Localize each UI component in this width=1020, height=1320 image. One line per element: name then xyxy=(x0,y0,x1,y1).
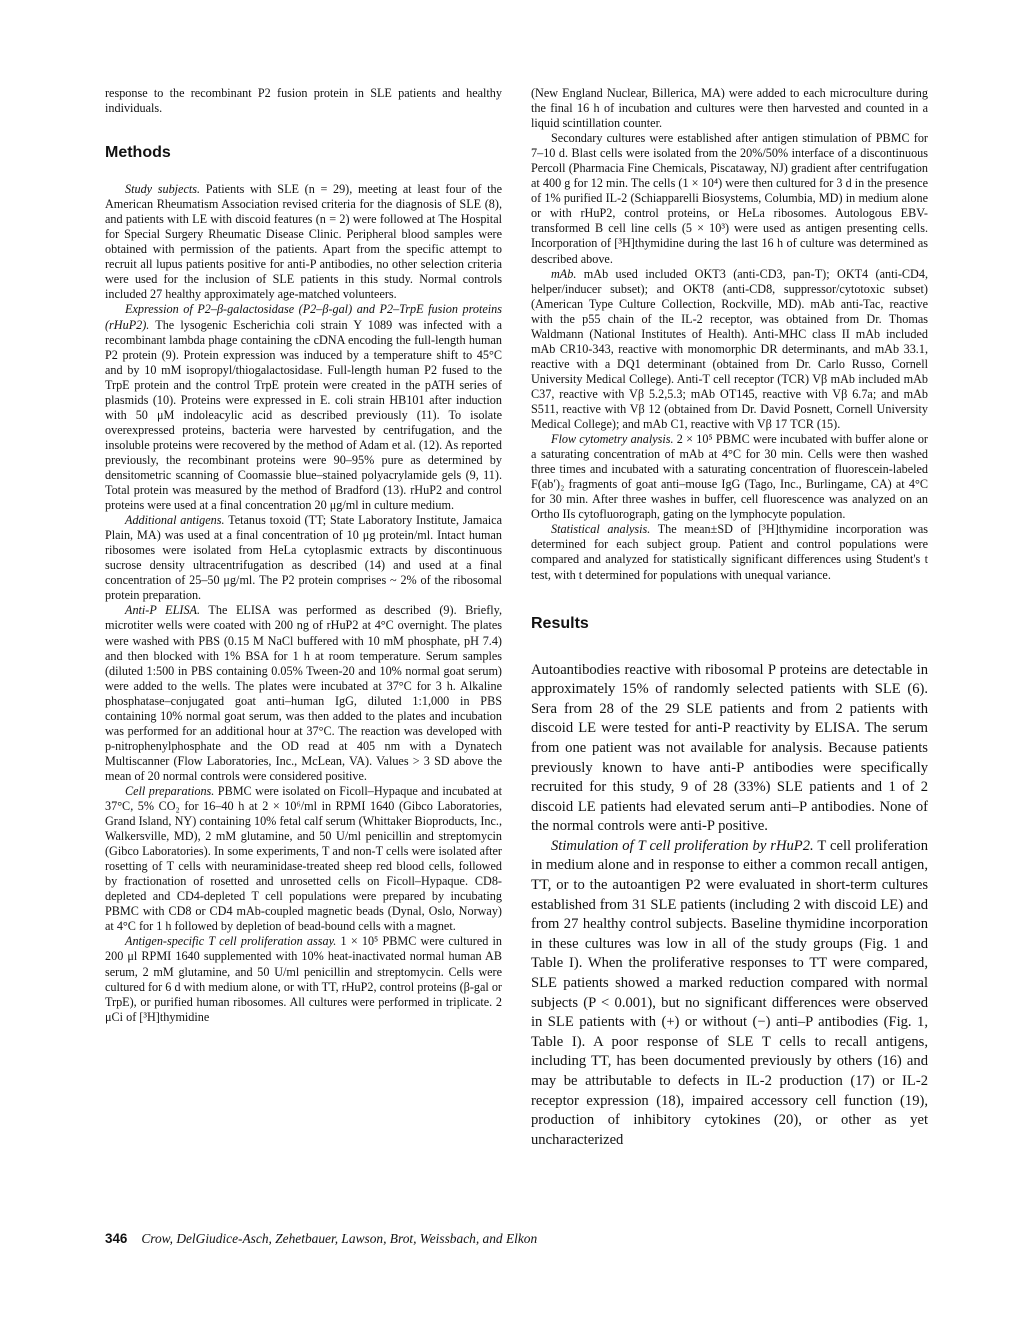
paragraph xyxy=(531,131,928,266)
paragraph-runin-heading: Expression of P2–β-galactosidase (P2–β-gal) and P2–TrpE fusion proteins (rHuP2). xyxy=(105,302,502,332)
paragraph xyxy=(531,661,928,837)
paragraph-text: Tetanus toxoid (TT; State Laboratory Institute, Jamaica Plain, MA) was used at a final concentration of 10 μg protein/ml. Intact human ribosomes were isolated from HeLa cytoplasmic extracts by discontinuous sucrose density ultracentrifugation as described (14) and used at a final concentration of 25–50 μg/ml. The P2 protein comprises ~ 2% of the ribosomal protein preparation. xyxy=(105,513,502,603)
paragraph xyxy=(105,784,502,934)
methods-heading: Methods xyxy=(105,144,171,162)
paragraph xyxy=(531,837,928,1151)
paragraph xyxy=(105,934,502,1024)
paragraph-runin-heading: Anti-P ELISA. xyxy=(125,603,201,618)
paragraph-text: The lysogenic Escherichia coli strain Y 1089 was infected with a recombinant lambda phage containing the cDNA encoding the full-length human P2 protein (9). Protein expression was induced by a temperature shift to 45°C and by 10 mM isopropyl/thiogalactosidase. Full-length human P2 fused to the TrpE protein and the control TrpE protein were created in the pATH series of plasmids (10). Proteins were expressed in E. coli strain HB101 after induction with 50 μM indoleacylic acid as described previously (11). To isolate overexpressed proteins, bacteria were harvested by centrifugation, and the insoluble proteins were recovered by the method of Adam et al. (12). As reported previously, the recombinant proteins were 90–95% pure as determined by densitometric scanning of Coomassie blue–stained polyacrylamide gels (9, 11). Total protein was measured by the method of Bradford (13). rHuP2 and control proteins were used at a final concentration 20 μg/ml in culture medium. xyxy=(105,317,502,513)
paragraph-text: 1 × 10⁵ PBMC were cultured in 200 μl RPMI 1640 supplemented with 10% heat-inactivated normal human AB serum, 2 mM glutamine, and 50 U/ml penicillin and streptomycin. Cells were cultured for 6 d with medium alone, or with TT, rHuP2, control proteins (β-gal or TrpE), or purified human ribosomes. All cultures were performed in triplicate. 2 μCi of [³H]thymidine xyxy=(105,934,502,1024)
paragraph-text: (New England Nuclear, Billerica, MA) were added to each microculture during the final 16 h of incubation and cultures were then harvested and counted in a liquid scintillation counter. xyxy=(531,86,928,131)
page-number: 346 xyxy=(105,1231,128,1246)
paragraph-runin-heading: Cell preparations. xyxy=(125,783,215,798)
paragraph xyxy=(105,302,502,513)
paragraph xyxy=(105,603,502,784)
paragraph-runin-heading: Stimulation of T cell proliferation by rHuP2. xyxy=(551,837,814,854)
methods-paragraphs-continued xyxy=(531,86,928,583)
intro-text: response to the recombinant P2 fusion protein in SLE patients and healthy individuals. xyxy=(105,86,502,116)
paragraph-text: PBMC were isolated on Ficoll–Hypaque and incubated at 37°C, 5% CO₂ for 16–40 h at 2 × 10⁶/ml in RPMI 1640 (Gibco Laboratories, Grand Island, NY) containing 10% fetal calf serum (Whittaker Bioproducts, Inc., Walkersville, MD), 2 mM glutamine, and 50 U/ml penicillin and streptomycin (Gibco Laboratories). In some experiments, T and non-T cells were isolated after rosetting of T cells with neuraminidase-treated sheep red blood cells, followed by fractionation of rosetted and unrosetted cells on Ficoll–Hypaque. CD8-depleted and CD4-depleted T cell populations were prepared by incubating PBMC with CD8 or CD4 mAb-coupled magnetic beads (Dynal, Oslo, Norway) at 4°C for 1 h followed by depletion of bead-bound cells with a magnet. xyxy=(105,783,502,934)
paragraph-text: The ELISA was performed as described (9). Briefly, microtiter wells were coated with 200 ng of rHuP2 at 4°C overnight. The plates were washed with PBS (0.15 M NaCl buffered with 10 mM phosphate, pH 7.4) and then blocked with 1% BSA for 1 h at room temperature. Serum samples (diluted 1:500 in PBS containing 0.05% Tween-20 and 10% normal goat serum) were added to the wells. The plates were incubated at 37°C for 3 h. Alkaline phosphatase–conjugated goat anti–human IgG, diluted 1:1,000 in PBS containing 10% normal goat serum, was then added to the plates and incubation was performed for an additional hour at 37°C. The reaction was developed with p-nitrophenylphosphate and the OD read at 405 nm with a Dynatech Multiscanner (Flow Laboratories, Inc., McLean, VA). Values > 3 SD above the mean of 20 normal controls were considered positive. xyxy=(105,603,502,783)
footer-authors: Crow, DelGiudice-Asch, Zehetbauer, Lawson, Brot, Weissbach, and Elkon xyxy=(141,1231,538,1246)
paragraph-text: Secondary cultures were established after antigen stimulation of PBMC for 7–10 d. Blast cells were isolated from the 20%/50% interface of a discontinuous Percoll (Pharmacia Fine Chemicals, Piscataway, NJ) gradient after centrifugation at 400 g for 12 min. The cells (1 × 10⁴) were then cultured for 3 d in the presence of 1% purified IL-2 (Schiapparelli Biosystems, Columbia, MD) in medium alone or with rHuP2, control proteins, or HeLa ribosomes. Autologous EBV-transformed B cell line cells (5 × 10³) were used as antigen presenting cells. Incorporation of [³H]thymidine during the last 16 h of culture was determined as described above. xyxy=(531,131,928,266)
paragraph-runin-heading: Additional antigens. xyxy=(125,513,225,528)
paragraph-text: mAb used included OKT3 (anti-CD3, pan-T); OKT4 (anti-CD4, helper/inducer subset); and OKT8 (anti-CD8, suppressor/cytotoxic subset) (American Type Culture Collection, Rockville, MD). mAb anti-Tac, reactive with the p55 chain of the IL-2 receptor, was obtained from Dr. Thomas Waldmann (National Institutes of Health). Anti-MHC class II mAb included mAb CR10-343, reactive with monomorphic DR determinants, and mAb 33.1, reactive with a DQ1 determinant (obtained from Dr. Carlo Russo, Cornell University Medical College). Anti-T cell receptor (TCR) Vβ mAb included mAb C37, reactive with Vβ 5.2,5.3; mAb OT145, reactive with Vβ 6.7a; and mAb S511, reactive with Vβ 12 (obtained from Dr. David Posnett, Cornell University Medical College); and mAb C1, reactive with Vβ 17 TCR (15). xyxy=(531,266,928,432)
right-column xyxy=(531,86,928,1150)
paragraph-runin-heading: Antigen-specific T cell proliferation assay. xyxy=(125,934,337,949)
paragraph-text: Autoantibodies reactive with ribosomal P proteins are detectable in approximately 15% of randomly selected patients with SLE (6). Sera from 28 of the 29 SLE patients and from 2 patients with discoid LE were tested for anti-P reactivity by ELISA. The serum from one patient was not available for analysis. Because patients previously known to have anti-P antibodies were specifically recruited for this study, 9 of 28 (33%) SLE patients and 1 of 2 discoid LE patients had elevated serum anti–P antibodies. None of the normal controls were anti-P positive. xyxy=(531,661,928,835)
left-column xyxy=(105,86,502,1025)
paragraph-runin-heading: Flow cytometry analysis. xyxy=(551,432,674,447)
results-paragraphs xyxy=(531,661,928,1151)
paragraph xyxy=(105,513,502,603)
paragraph-text: 2 × 10⁵ PBMC were incubated with buffer alone or a saturating concentration of mAb at 4°C for 30 min. Cells were then washed three times and incubated with a saturating concentration of fluorescein-labeled F(ab′)₂ fragments of goat anti–mouse IgG (Tago, Inc., Burlingame, CA) at 4°C for 30 min. After three washes in buffer, cell fluorescence was analyzed on an Ortho IIs cytofluorograph, gating on the lymphocyte population. xyxy=(531,432,928,522)
paragraph-runin-heading: mAb. xyxy=(551,266,577,281)
paragraph xyxy=(105,182,502,302)
paragraph xyxy=(531,267,928,433)
paragraph xyxy=(531,432,928,522)
paragraph-text: Patients with SLE (n = 29), meeting at least four of the American Rheumatism Association revised criteria for the diagnosis of SLE (8), and patients with LE with discoid features (n = 2) were followed at The Hospital for Special Surgery Rheumatic Disease Clinic. Peripheral blood samples were obtained with permission of the patients. Apart from the specific attempt to recruit all lupus patients positive for anti-P antibodies, no other selection criteria were used for the inclusion of SLE patients in this study. Normal controls included 27 healthy approximately age-matched volunteers. xyxy=(105,182,503,302)
paragraph xyxy=(531,86,928,131)
methods-paragraphs xyxy=(105,182,502,1025)
paragraph-text: The mean±SD of [³H]thymidine incorporation was determined for each subject group. Patient and control populations were compared and analyzed for statistically significant differences using Student's t test, with t determined for populations with unequal variance. xyxy=(531,522,928,582)
results-heading: Results xyxy=(531,614,589,632)
paragraph-runin-heading: Statistical analysis. xyxy=(551,522,651,537)
paragraph-runin-heading: Study subjects. xyxy=(125,182,201,197)
page-footer xyxy=(105,1231,537,1247)
paragraph-text: T cell proliferation in medium alone and in response to either a common recall antigen, TT, or to the autoantigen P2 were evaluated in short-term cultures established from 31 SLE patients (including 2 with discoid LE) and from 27 healthy control subjects. Baseline thymidine incorporation in these cultures was low in all of the study groups (Fig. 1 and Table I). When the proliferative responses to TT were compared, SLE patients showed a marked reduction compared with normal subjects (P < 0.001), but no significant differences were observed in SLE patients with (+) or without (−) anti–P antibodies (Fig. 1, Table I). A poor response of SLE T cells to recall antigens, including TT, has been documented previously by others (16) and may be attributable to defects in IL-2 production (17) or IL-2 receptor expression (18), impaired accessory cell function (19), production of inhibitory cytokines (20), or other as yet uncharacterized xyxy=(531,837,928,1148)
paragraph xyxy=(531,522,928,582)
